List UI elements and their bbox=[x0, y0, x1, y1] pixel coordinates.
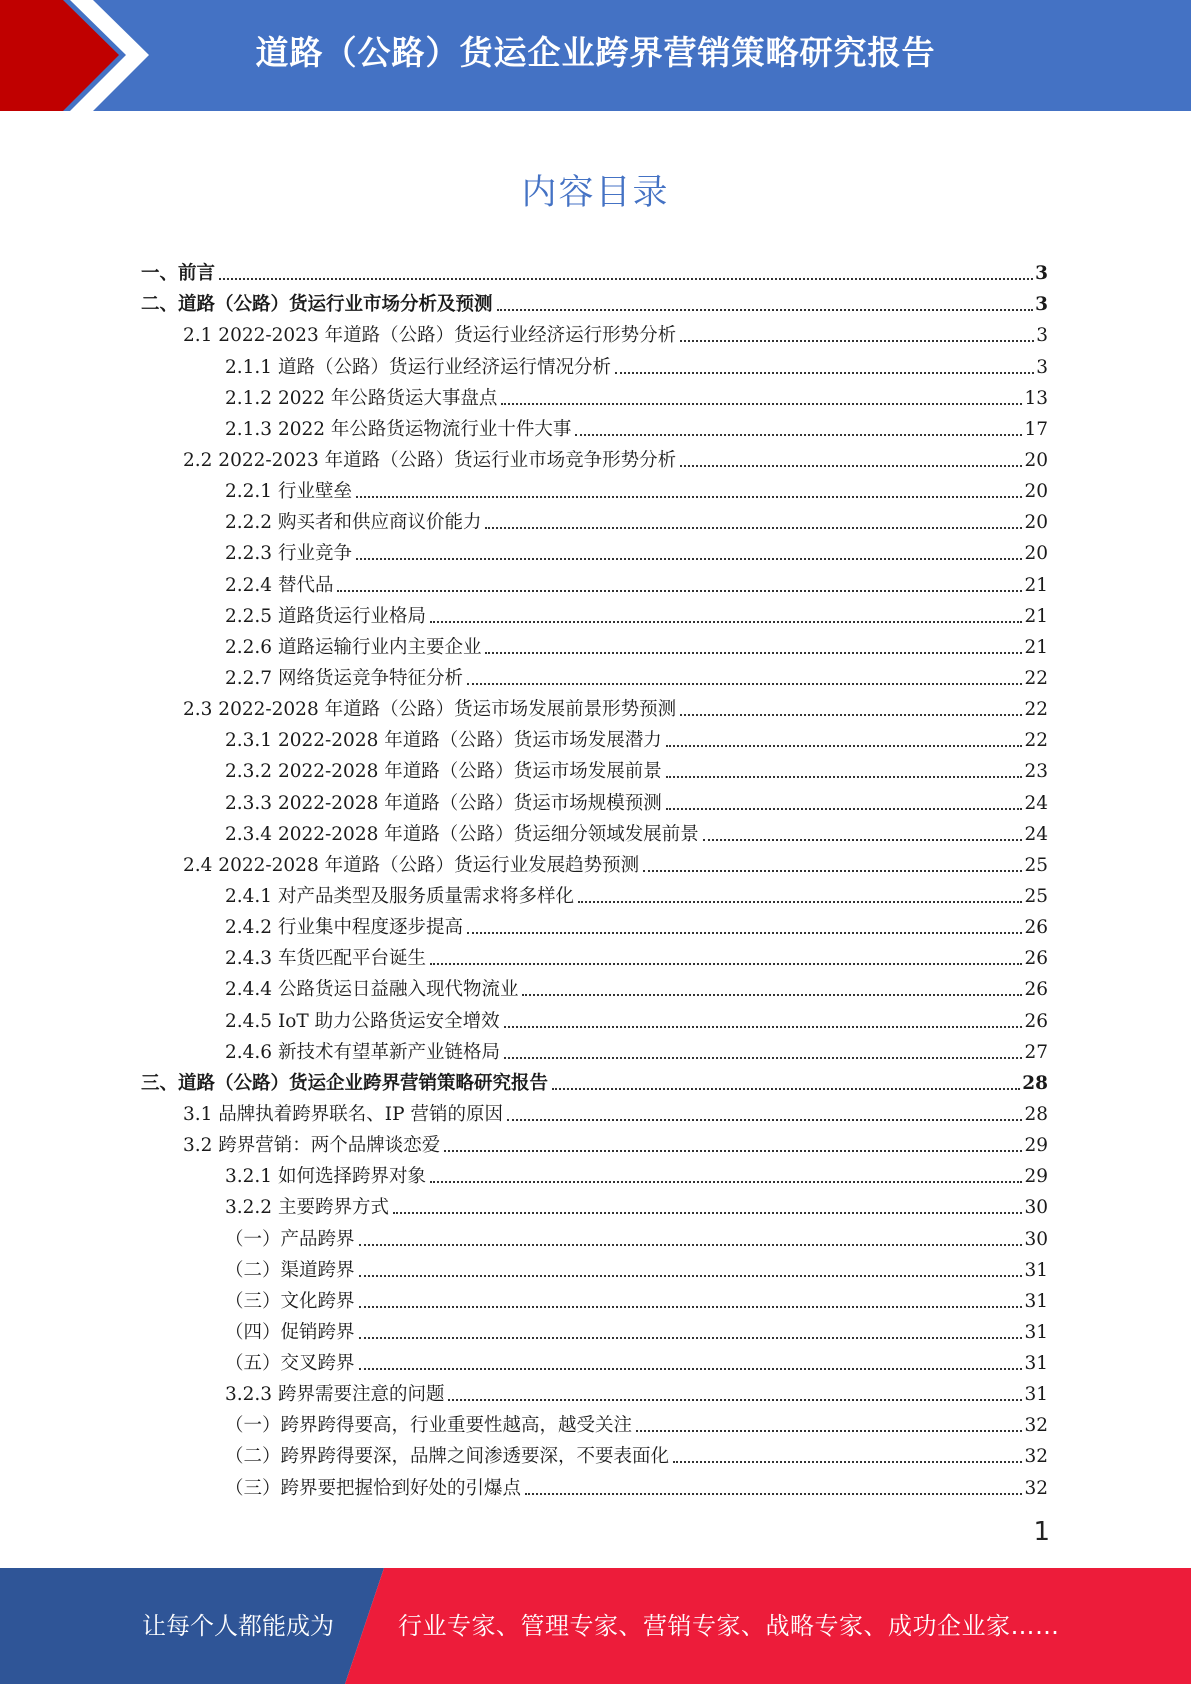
toc-entry-label: 3.2.3 跨界需要注意的问题 bbox=[225, 1384, 445, 1406]
toc-dot-leader bbox=[507, 1119, 1023, 1121]
toc-entry-page: 30 bbox=[1024, 1197, 1048, 1219]
toc-entry[interactable] bbox=[0, 1001, 1191, 1032]
toc-entry[interactable] bbox=[0, 659, 1191, 690]
toc-dot-leader bbox=[703, 839, 1023, 841]
toc-entry[interactable] bbox=[0, 1033, 1191, 1064]
toc-dot-leader bbox=[448, 1399, 1022, 1401]
toc-entry[interactable] bbox=[0, 721, 1191, 752]
toc-entry[interactable] bbox=[0, 1282, 1191, 1313]
toc-entry-page: 26 bbox=[1024, 979, 1048, 1001]
report-title: 道路（公路）货运企业跨界营销策略研究报告 bbox=[255, 33, 936, 72]
toc-dot-leader bbox=[359, 1368, 1023, 1370]
toc-dot-leader bbox=[680, 714, 1022, 716]
toc-dot-leader bbox=[552, 1088, 1020, 1090]
toc-entry-page: 22 bbox=[1024, 730, 1048, 752]
toc-entry-page: 3 bbox=[1036, 356, 1048, 378]
toc-entry-page: 30 bbox=[1024, 1228, 1048, 1250]
toc-entry[interactable] bbox=[0, 690, 1191, 721]
toc-entry-label: （二）跨界跨得要深，品牌之间渗透要深，不要表面化 bbox=[225, 1446, 670, 1468]
toc-entry-page: 24 bbox=[1024, 792, 1048, 814]
toc-entry[interactable] bbox=[0, 503, 1191, 534]
toc-entry-page: 28 bbox=[1022, 1072, 1048, 1094]
toc-entry[interactable] bbox=[0, 1406, 1191, 1437]
toc-entry-label: 一、前言 bbox=[141, 263, 216, 285]
toc-dot-leader bbox=[575, 434, 1022, 436]
toc-dot-leader bbox=[467, 932, 1022, 934]
toc-entry[interactable] bbox=[0, 1251, 1191, 1282]
toc-entry[interactable] bbox=[0, 752, 1191, 783]
toc-dot-leader bbox=[393, 1212, 1022, 1214]
toc-entry[interactable] bbox=[0, 1219, 1191, 1250]
toc-dot-leader bbox=[673, 1461, 1022, 1463]
toc-entry-label: 3.2.1 如何选择跨界对象 bbox=[225, 1166, 426, 1188]
toc-entry[interactable] bbox=[0, 379, 1191, 410]
toc-entry-label: 2.4.6 新技术有望革新产业链格局 bbox=[225, 1041, 500, 1063]
toc-entry[interactable] bbox=[0, 410, 1191, 441]
toc-entry[interactable] bbox=[0, 565, 1191, 596]
toc-dot-leader bbox=[444, 1150, 1022, 1152]
toc-entry-label: 3.2.2 主要跨界方式 bbox=[225, 1197, 389, 1219]
toc-entry-label: 三、道路（公路）货运企业跨界营销策略研究报告 bbox=[141, 1072, 549, 1094]
toc-entry-page: 21 bbox=[1024, 574, 1048, 596]
page-footer bbox=[0, 1568, 1191, 1684]
toc-dot-leader bbox=[359, 1306, 1023, 1308]
toc-entry-page: 32 bbox=[1024, 1415, 1048, 1437]
toc-entry-page: 29 bbox=[1024, 1166, 1048, 1188]
toc-entry[interactable] bbox=[0, 877, 1191, 908]
toc-entry-label: 2.2.2 购买者和供应商议价能力 bbox=[225, 512, 482, 534]
toc-entry[interactable] bbox=[0, 285, 1191, 316]
toc-entry-label: 2.2.4 替代品 bbox=[225, 574, 334, 596]
toc-entry[interactable] bbox=[0, 254, 1191, 285]
toc-entry[interactable] bbox=[0, 472, 1191, 503]
toc-entry-page: 31 bbox=[1024, 1353, 1048, 1375]
toc-entry-label: （四）促销跨界 bbox=[225, 1321, 355, 1343]
toc-entry-page: 25 bbox=[1024, 885, 1048, 907]
toc-entry-label: 2.2 2022-2023 年道路（公路）货运行业市场竞争形势分析 bbox=[183, 449, 677, 471]
toc-entry-label: 2.4.2 行业集中程度逐步提高 bbox=[225, 917, 463, 939]
toc-entry-page: 25 bbox=[1024, 854, 1048, 876]
page-header bbox=[0, 0, 1191, 111]
toc-entry-page: 20 bbox=[1024, 543, 1048, 565]
toc-entry-label: 3.2 跨界营销：两个品牌谈恋爱 bbox=[183, 1135, 441, 1157]
toc-dot-leader bbox=[680, 340, 1034, 342]
toc-entry[interactable] bbox=[0, 1188, 1191, 1219]
toc-entry-page: 26 bbox=[1024, 917, 1048, 939]
toc-entry-label: 3.1 品牌执着跨界联名、IP 营销的原因 bbox=[183, 1103, 503, 1125]
toc-entry-label: （三）文化跨界 bbox=[225, 1290, 355, 1312]
toc-entry-page: 32 bbox=[1024, 1477, 1048, 1499]
toc-dot-leader bbox=[578, 901, 1022, 903]
toc-entry-page: 3 bbox=[1035, 294, 1048, 316]
toc-entry[interactable] bbox=[0, 1157, 1191, 1188]
toc-entry[interactable] bbox=[0, 783, 1191, 814]
toc-entry-page: 3 bbox=[1035, 263, 1048, 285]
toc-heading: 内容目录 bbox=[521, 173, 670, 213]
toc-entry-page: 27 bbox=[1024, 1041, 1048, 1063]
toc-entry-label: 2.4.4 公路货运日益融入现代物流业 bbox=[225, 979, 519, 1001]
toc-entry[interactable] bbox=[0, 970, 1191, 1001]
toc-dot-leader bbox=[504, 1057, 1022, 1059]
toc-entry[interactable] bbox=[0, 1437, 1191, 1468]
toc-entry-label: 2.4.5 IoT 助力公路货运安全增效 bbox=[225, 1010, 500, 1032]
toc-entry-page: 26 bbox=[1024, 948, 1048, 970]
page-number: 1 bbox=[1033, 1517, 1050, 1547]
toc-entry[interactable] bbox=[0, 316, 1191, 347]
toc-entry[interactable] bbox=[0, 1344, 1191, 1375]
toc-dot-leader bbox=[666, 808, 1023, 810]
toc-entry-label: 2.2.5 道路货运行业格局 bbox=[225, 605, 426, 627]
toc-entry-page: 21 bbox=[1024, 636, 1048, 658]
toc-dot-leader bbox=[680, 465, 1022, 467]
toc-dot-leader bbox=[666, 745, 1023, 747]
toc-entry-page: 23 bbox=[1024, 761, 1048, 783]
toc-entry-page: 28 bbox=[1024, 1103, 1048, 1125]
toc-entry-label: （一）产品跨界 bbox=[225, 1228, 355, 1250]
toc-dot-leader bbox=[356, 496, 1023, 498]
toc-entry-page: 3 bbox=[1036, 325, 1048, 347]
toc-entry-label: 2.3.1 2022-2028 年道路（公路）货运市场发展潜力 bbox=[225, 730, 662, 752]
toc-entry[interactable] bbox=[0, 628, 1191, 659]
toc-entry[interactable] bbox=[0, 1468, 1191, 1499]
toc-entry-label: 2.1.1 道路（公路）货运行业经济运行情况分析 bbox=[225, 356, 611, 378]
toc-entry-page: 17 bbox=[1024, 418, 1048, 440]
table-of-contents bbox=[0, 254, 1191, 1500]
toc-entry-page: 31 bbox=[1024, 1290, 1048, 1312]
toc-dot-leader bbox=[501, 403, 1022, 405]
toc-dot-leader bbox=[359, 1337, 1023, 1339]
toc-entry[interactable] bbox=[0, 597, 1191, 628]
toc-entry[interactable] bbox=[0, 1126, 1191, 1157]
toc-dot-leader bbox=[643, 870, 1022, 872]
toc-entry-page: 20 bbox=[1024, 481, 1048, 503]
toc-dot-leader bbox=[485, 527, 1022, 529]
toc-entry-label: 2.4.1 对产品类型及服务质量需求将多样化 bbox=[225, 885, 574, 907]
toc-entry-page: 22 bbox=[1024, 699, 1048, 721]
toc-entry-label: 2.2.1 行业壁垒 bbox=[225, 481, 352, 503]
toc-entry[interactable] bbox=[0, 939, 1191, 970]
toc-dot-leader bbox=[522, 994, 1022, 996]
toc-entry[interactable] bbox=[0, 1375, 1191, 1406]
toc-entry-page: 29 bbox=[1024, 1135, 1048, 1157]
footer-slogan-right: 行业专家、管理专家、营销专家、战略专家、成功企业家…… bbox=[398, 1612, 1060, 1640]
toc-entry-label: 2.2.3 行业竞争 bbox=[225, 543, 352, 565]
toc-dot-leader bbox=[359, 1244, 1023, 1246]
toc-entry[interactable] bbox=[0, 1095, 1191, 1126]
toc-entry-label: 二、道路（公路）货运行业市场分析及预测 bbox=[141, 294, 493, 316]
toc-entry-label: 2.4.3 车货匹配平台诞生 bbox=[225, 948, 426, 970]
toc-entry-label: 2.1.2 2022 年公路货运大事盘点 bbox=[225, 387, 498, 409]
toc-entry-label: 2.3.4 2022-2028 年道路（公路）货运细分领域发展前景 bbox=[225, 823, 699, 845]
toc-entry-page: 20 bbox=[1024, 512, 1048, 534]
toc-entry-label: （二）渠道跨界 bbox=[225, 1259, 355, 1281]
toc-entry[interactable] bbox=[0, 908, 1191, 939]
toc-entry[interactable] bbox=[0, 1064, 1191, 1095]
toc-entry[interactable] bbox=[0, 347, 1191, 378]
toc-entry-page: 31 bbox=[1024, 1384, 1048, 1406]
toc-dot-leader bbox=[430, 1181, 1022, 1183]
toc-entry-page: 24 bbox=[1024, 823, 1048, 845]
toc-entry-label: 2.1.3 2022 年公路货运物流行业十件大事 bbox=[225, 418, 572, 440]
toc-entry-label: 2.3.2 2022-2028 年道路（公路）货运市场发展前景 bbox=[225, 761, 662, 783]
toc-entry[interactable] bbox=[0, 815, 1191, 846]
toc-dot-leader bbox=[615, 372, 1034, 374]
toc-entry-label: 2.2.6 道路运输行业内主要企业 bbox=[225, 636, 482, 658]
toc-dot-leader bbox=[430, 621, 1022, 623]
toc-entry-page: 31 bbox=[1024, 1321, 1048, 1343]
toc-entry-label: 2.1 2022-2023 年道路（公路）货运行业经济运行形势分析 bbox=[183, 325, 677, 347]
toc-entry-page: 20 bbox=[1024, 449, 1048, 471]
toc-dot-leader bbox=[356, 558, 1023, 560]
toc-entry-page: 21 bbox=[1024, 605, 1048, 627]
toc-entry-page: 22 bbox=[1024, 667, 1048, 689]
toc-entry-label: 2.2.7 网络货运竞争特征分析 bbox=[225, 667, 463, 689]
toc-entry-page: 13 bbox=[1024, 387, 1048, 409]
toc-dot-leader bbox=[666, 776, 1023, 778]
toc-entry-page: 32 bbox=[1024, 1446, 1048, 1468]
toc-dot-leader bbox=[359, 1275, 1023, 1277]
toc-entry[interactable] bbox=[0, 534, 1191, 565]
toc-entry-label: 2.4 2022-2028 年道路（公路）货运行业发展趋势预测 bbox=[183, 854, 640, 876]
toc-entry[interactable] bbox=[0, 441, 1191, 472]
toc-dot-leader bbox=[485, 652, 1022, 654]
toc-dot-leader bbox=[525, 1493, 1022, 1495]
toc-entry-page: 31 bbox=[1024, 1259, 1048, 1281]
toc-dot-leader bbox=[497, 309, 1034, 311]
toc-entry-label: （一）跨界跨得要高，行业重要性越高，越受关注 bbox=[225, 1415, 633, 1437]
toc-entry-label: 2.3 2022-2028 年道路（公路）货运市场发展前景形势预测 bbox=[183, 699, 677, 721]
toc-dot-leader bbox=[337, 590, 1022, 592]
toc-dot-leader bbox=[504, 1026, 1023, 1028]
toc-entry-page: 26 bbox=[1024, 1010, 1048, 1032]
toc-entry-label: 2.3.3 2022-2028 年道路（公路）货运市场规模预测 bbox=[225, 792, 662, 814]
toc-entry-label: （五）交叉跨界 bbox=[225, 1353, 355, 1375]
toc-dot-leader bbox=[219, 278, 1033, 280]
toc-entry[interactable] bbox=[0, 846, 1191, 877]
toc-entry[interactable] bbox=[0, 1313, 1191, 1344]
toc-dot-leader bbox=[430, 963, 1022, 965]
footer-slogan-left: 让每个人都能成为 bbox=[142, 1612, 334, 1640]
toc-entry-label: （三）跨界要把握恰到好处的引爆点 bbox=[225, 1477, 522, 1499]
toc-dot-leader bbox=[467, 683, 1022, 685]
toc-dot-leader bbox=[636, 1430, 1022, 1432]
